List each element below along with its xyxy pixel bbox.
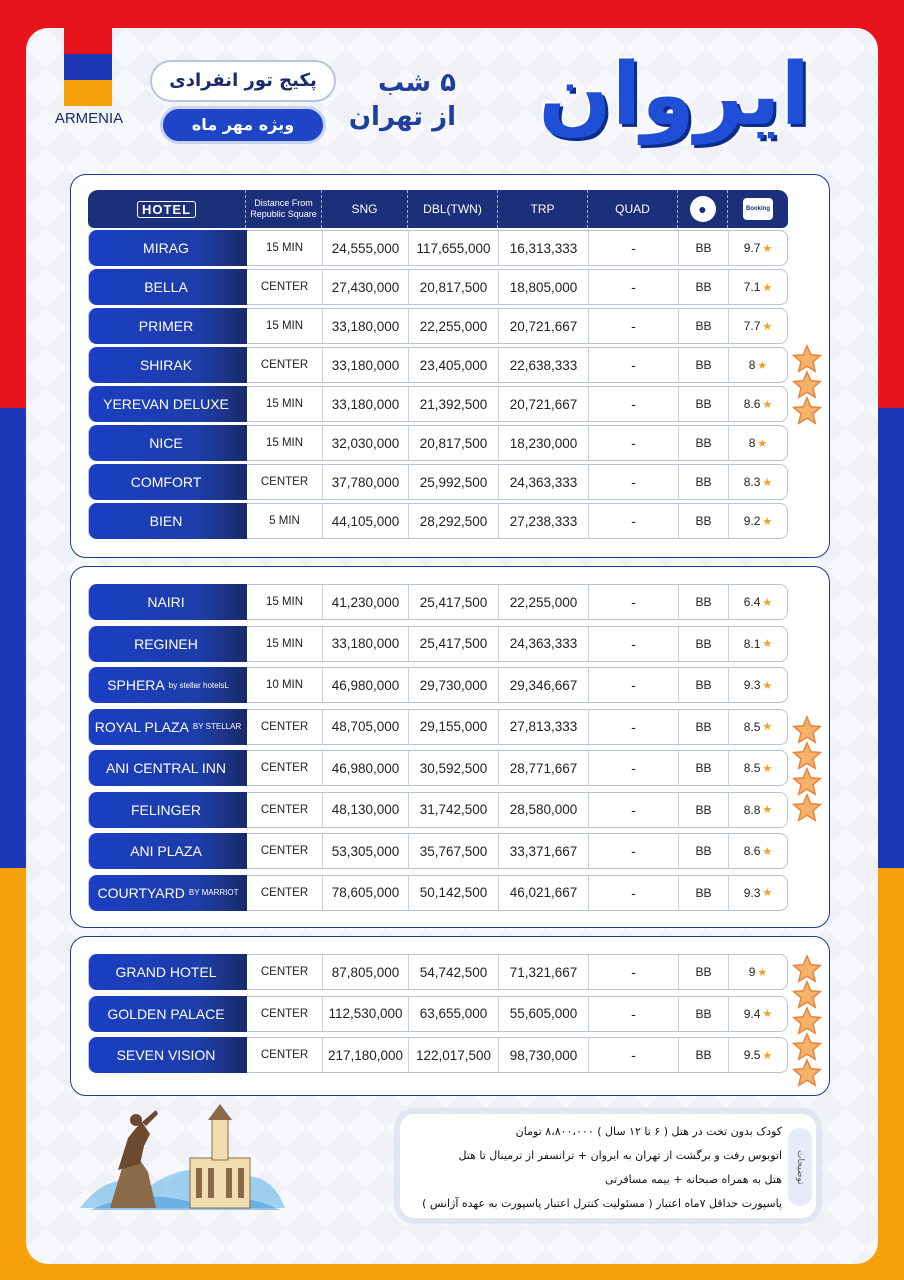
origin-city: از تهران bbox=[348, 102, 456, 132]
dbl-price-cell: 20,817,500 bbox=[409, 270, 499, 304]
header-hotel bbox=[88, 190, 246, 228]
rating-cell bbox=[729, 426, 787, 460]
trp-price-cell: 16,313,333 bbox=[499, 231, 589, 265]
hotel-name-cell bbox=[89, 833, 247, 869]
table-row bbox=[88, 269, 788, 305]
hotel-logo-icon: HOTEL bbox=[137, 201, 196, 218]
class-star-icon bbox=[792, 793, 822, 823]
trp-price-cell: 33,371,667 bbox=[499, 834, 589, 868]
rating-value: 9.3 bbox=[743, 885, 761, 900]
table-row bbox=[88, 308, 788, 344]
star-icon: ★ bbox=[757, 437, 768, 450]
header-sng: SNG bbox=[322, 190, 408, 228]
sng-price-cell: 46,980,000 bbox=[323, 751, 409, 785]
quad-price-cell: - bbox=[589, 751, 679, 785]
note-item: هتل به همراه صبحانه + بیمه مسافرتی bbox=[605, 1173, 782, 1186]
distance-cell: 5 MIN bbox=[247, 504, 323, 538]
hotel-name-cell bbox=[89, 386, 247, 422]
table-row bbox=[88, 709, 788, 745]
meal-plan-cell: BB bbox=[679, 585, 729, 619]
hotel-name-cell bbox=[89, 875, 247, 911]
hotel-name-cell bbox=[89, 269, 247, 305]
dbl-price-cell: 25,992,500 bbox=[409, 465, 499, 499]
quad-price-cell: - bbox=[589, 426, 679, 460]
rating-cell bbox=[729, 955, 787, 989]
trp-price-cell: 22,638,333 bbox=[499, 348, 589, 382]
sng-price-cell: 53,305,000 bbox=[323, 834, 409, 868]
header-distance: Distance From Republic Square bbox=[246, 190, 322, 228]
meal-plan-cell: BB bbox=[679, 627, 729, 661]
star-icon: ★ bbox=[762, 281, 773, 294]
dbl-price-cell: 28,292,500 bbox=[409, 504, 499, 538]
hotel-name: SHIRAK bbox=[139, 357, 193, 373]
page-title: ایروان bbox=[538, 45, 810, 145]
table-header bbox=[88, 190, 788, 228]
hotel-name-cell bbox=[89, 1037, 247, 1073]
sng-price-cell: 37,780,000 bbox=[323, 465, 409, 499]
star-icon: ★ bbox=[762, 679, 773, 692]
dbl-price-cell: 25,417,500 bbox=[409, 585, 499, 619]
distance-cell: CENTER bbox=[247, 793, 323, 827]
meal-plan-cell: BB bbox=[679, 793, 729, 827]
table-row bbox=[88, 584, 788, 620]
rating-value: 9.2 bbox=[743, 514, 761, 528]
quad-price-cell: - bbox=[589, 876, 679, 910]
star-icon: ★ bbox=[762, 242, 773, 255]
hotel-name: COURTYARD bbox=[97, 884, 185, 901]
trp-price-cell: 18,805,000 bbox=[499, 270, 589, 304]
hotel-name-cell bbox=[89, 626, 247, 662]
dbl-price-cell: 122,017,500 bbox=[409, 1038, 499, 1072]
rating-cell bbox=[729, 710, 787, 744]
hotel-name-cell bbox=[89, 954, 247, 990]
quad-price-cell: - bbox=[589, 231, 679, 265]
rating-cell bbox=[729, 387, 787, 421]
table-row bbox=[88, 425, 788, 461]
dbl-price-cell: 31,742,500 bbox=[409, 793, 499, 827]
star-icon: ★ bbox=[762, 476, 773, 489]
hotel-brand: BY MARRIOT bbox=[188, 888, 239, 897]
booking-logo-icon: Booking bbox=[743, 198, 773, 220]
notes-box bbox=[400, 1114, 816, 1218]
hotel-name-cell bbox=[89, 750, 247, 786]
quad-price-cell: - bbox=[589, 348, 679, 382]
table-row bbox=[88, 875, 788, 911]
meal-plan-cell: BB bbox=[679, 751, 729, 785]
quad-price-cell: - bbox=[589, 465, 679, 499]
rating-value: 8.3 bbox=[743, 475, 761, 489]
rating-cell bbox=[729, 585, 787, 619]
hotel-name-cell bbox=[89, 503, 247, 539]
rating-value: 9 bbox=[748, 965, 756, 979]
trp-price-cell: 28,580,000 bbox=[499, 793, 589, 827]
table-row bbox=[88, 230, 788, 266]
quad-price-cell: - bbox=[589, 309, 679, 343]
distance-cell: 15 MIN bbox=[247, 387, 323, 421]
country-label: ARMENIA bbox=[54, 110, 124, 127]
trp-price-cell: 20,721,667 bbox=[499, 387, 589, 421]
distance-cell: 15 MIN bbox=[247, 627, 323, 661]
distance-cell: 15 MIN bbox=[247, 426, 323, 460]
dbl-price-cell: 29,155,000 bbox=[409, 710, 499, 744]
hotel-name: COMFORT bbox=[130, 474, 202, 490]
quad-price-cell: - bbox=[589, 585, 679, 619]
sng-price-cell: 48,130,000 bbox=[323, 793, 409, 827]
nights-count: ۵ شب bbox=[377, 68, 456, 98]
trp-price-cell: 29,346,667 bbox=[499, 668, 589, 702]
header-trp: TRP bbox=[498, 190, 588, 228]
dbl-price-cell: 20,817,500 bbox=[409, 426, 499, 460]
meal-plan-cell: BB bbox=[679, 348, 729, 382]
yerevan-landmark-illustration bbox=[70, 1098, 290, 1218]
rating-value: 8 bbox=[748, 436, 756, 450]
hotel-brand: by stellar hotelsL bbox=[168, 680, 229, 690]
table-row bbox=[88, 954, 788, 990]
hotel-name: ANI PLAZA bbox=[130, 843, 202, 859]
distance-cell: CENTER bbox=[247, 348, 323, 382]
hotel-name: FELINGER bbox=[130, 801, 201, 818]
hotel-name-cell bbox=[89, 230, 247, 266]
nights-label bbox=[336, 66, 456, 134]
quad-price-cell: - bbox=[589, 668, 679, 702]
hotel-class-stars bbox=[792, 344, 822, 422]
distance-cell: CENTER bbox=[247, 710, 323, 744]
table-row bbox=[88, 750, 788, 786]
rating-cell bbox=[729, 231, 787, 265]
sng-price-cell: 33,180,000 bbox=[323, 309, 409, 343]
sng-price-cell: 78,605,000 bbox=[323, 876, 409, 910]
distance-cell: CENTER bbox=[247, 876, 323, 910]
sng-price-cell: 44,105,000 bbox=[323, 504, 409, 538]
star-icon: ★ bbox=[762, 762, 773, 775]
rating-value: 8.6 bbox=[743, 397, 761, 411]
trp-price-cell: 71,321,667 bbox=[499, 955, 589, 989]
dbl-price-cell: 25,417,500 bbox=[409, 627, 499, 661]
package-badge bbox=[150, 60, 336, 152]
hotel-name-cell bbox=[89, 308, 247, 344]
quad-price-cell: - bbox=[589, 793, 679, 827]
quad-price-cell: - bbox=[589, 710, 679, 744]
header-booking bbox=[728, 190, 788, 228]
rating-cell bbox=[729, 504, 787, 538]
class-star-icon bbox=[792, 1058, 822, 1088]
rating-cell bbox=[729, 309, 787, 343]
quad-price-cell: - bbox=[589, 997, 679, 1031]
dbl-price-cell: 30,592,500 bbox=[409, 751, 499, 785]
rating-value: 9.7 bbox=[743, 241, 761, 255]
star-icon: ★ bbox=[762, 515, 773, 528]
rating-value: 8.5 bbox=[743, 719, 761, 734]
star-icon: ★ bbox=[762, 887, 773, 899]
distance-cell: CENTER bbox=[247, 751, 323, 785]
sng-price-cell: 33,180,000 bbox=[323, 627, 409, 661]
quad-price-cell: - bbox=[589, 504, 679, 538]
distance-cell: 15 MIN bbox=[247, 309, 323, 343]
notes-list bbox=[412, 1120, 782, 1216]
distance-cell: CENTER bbox=[247, 1038, 323, 1072]
sng-price-cell: 32,030,000 bbox=[323, 426, 409, 460]
hotel-name: YEREVAN DELUXE bbox=[103, 396, 229, 412]
quad-price-cell: - bbox=[589, 270, 679, 304]
rating-cell bbox=[729, 834, 787, 868]
hotel-name-cell bbox=[89, 347, 247, 383]
rating-cell bbox=[729, 668, 787, 702]
table-row bbox=[88, 626, 788, 662]
table-row bbox=[88, 792, 788, 828]
note-item: پاسپورت حداقل ۷ماه اعتبار ( مسئولیت کنترل اعتبار پاسپورت به عهده آژانس ) bbox=[422, 1197, 782, 1210]
note-item: کودک بدون تخت در هتل ( ۶ تا ۱۲ سال ) ۸،۸۰۰،۰۰۰ تومان bbox=[515, 1125, 782, 1138]
hotel-name-cell bbox=[89, 425, 247, 461]
rating-value: 8 bbox=[748, 358, 756, 372]
header-meal bbox=[678, 190, 728, 228]
quad-price-cell: - bbox=[589, 955, 679, 989]
rating-cell bbox=[729, 1038, 787, 1072]
hotel-class-stars bbox=[792, 715, 822, 819]
trp-price-cell: 20,721,667 bbox=[499, 309, 589, 343]
rating-value: 8.6 bbox=[743, 844, 761, 858]
dbl-price-cell: 117,655,000 bbox=[409, 231, 499, 265]
star-icon: ★ bbox=[762, 398, 773, 411]
hotel-name: ROYAL PLAZA bbox=[94, 718, 189, 735]
hotel-name-cell bbox=[89, 792, 247, 828]
sng-price-cell: 46,980,000 bbox=[323, 668, 409, 702]
hotel-brand: BY STELLAR bbox=[192, 722, 242, 731]
hotel-name: NICE bbox=[149, 435, 183, 451]
meal-plan-cell: BB bbox=[679, 504, 729, 538]
trp-price-cell: 24,363,333 bbox=[499, 627, 589, 661]
table-row bbox=[88, 833, 788, 869]
dbl-price-cell: 29,730,000 bbox=[409, 668, 499, 702]
trp-price-cell: 28,771,667 bbox=[499, 751, 589, 785]
sng-price-cell: 87,805,000 bbox=[323, 955, 409, 989]
hotel-name: BELLA bbox=[144, 279, 188, 295]
rating-value: 7.1 bbox=[743, 280, 761, 294]
hotel-name-cell bbox=[89, 667, 247, 703]
meal-plan-cell: BB bbox=[679, 876, 729, 910]
hotel-name-cell bbox=[89, 464, 247, 500]
hotel-name: GRAND HOTEL bbox=[115, 964, 217, 980]
package-type-label: پکیج تور انفرادی bbox=[150, 60, 336, 102]
class-star-icon bbox=[792, 396, 822, 426]
rating-cell bbox=[729, 793, 787, 827]
rating-cell bbox=[729, 465, 787, 499]
star-icon: ★ bbox=[762, 721, 773, 733]
hotel-name-cell bbox=[89, 584, 247, 620]
hotel-name-cell bbox=[89, 709, 247, 745]
hotel-name: SPHERA bbox=[107, 677, 165, 693]
dbl-price-cell: 21,392,500 bbox=[409, 387, 499, 421]
table-row bbox=[88, 667, 788, 703]
trp-price-cell: 27,238,333 bbox=[499, 504, 589, 538]
sng-price-cell: 33,180,000 bbox=[323, 348, 409, 382]
meal-plan-cell: BB bbox=[679, 426, 729, 460]
hotel-name: ANI CENTRAL INN bbox=[105, 760, 227, 776]
star-icon: ★ bbox=[762, 320, 773, 333]
table-row bbox=[88, 347, 788, 383]
rating-value: 9.4 bbox=[743, 1006, 761, 1021]
meal-plan-cell: BB bbox=[679, 387, 729, 421]
quad-price-cell: - bbox=[589, 627, 679, 661]
restaurant-icon: ● bbox=[690, 196, 716, 222]
meal-plan-cell: BB bbox=[679, 1038, 729, 1072]
dbl-price-cell: 54,742,500 bbox=[409, 955, 499, 989]
rating-value: 6.4 bbox=[743, 595, 761, 609]
rating-value: 9.3 bbox=[743, 678, 761, 692]
star-icon: ★ bbox=[762, 596, 773, 609]
rating-cell bbox=[729, 997, 787, 1031]
dbl-price-cell: 23,405,000 bbox=[409, 348, 499, 382]
rating-cell bbox=[729, 876, 787, 910]
meal-plan-cell: BB bbox=[679, 465, 729, 499]
table-row bbox=[88, 996, 788, 1032]
hotel-name: SEVEN VISION bbox=[116, 1047, 216, 1063]
table-row bbox=[88, 503, 788, 539]
meal-plan-cell: BB bbox=[679, 668, 729, 702]
armenia-flag-icon bbox=[64, 28, 112, 106]
notes-tag: توضیحات bbox=[788, 1128, 812, 1206]
rating-cell bbox=[729, 627, 787, 661]
header-quad: QUAD bbox=[588, 190, 678, 228]
hotel-name: MIRAG bbox=[143, 240, 189, 256]
distance-cell: 15 MIN bbox=[247, 585, 323, 619]
star-icon: ★ bbox=[757, 966, 768, 979]
hotel-name: PRIMER bbox=[138, 318, 194, 334]
quad-price-cell: - bbox=[589, 387, 679, 421]
star-icon: ★ bbox=[762, 845, 773, 858]
meal-plan-cell: BB bbox=[679, 309, 729, 343]
rating-value: 8.8 bbox=[743, 802, 761, 817]
sng-price-cell: 48,705,000 bbox=[323, 710, 409, 744]
dbl-price-cell: 22,255,000 bbox=[409, 309, 499, 343]
distance-cell: CENTER bbox=[247, 270, 323, 304]
dbl-price-cell: 35,767,500 bbox=[409, 834, 499, 868]
meal-plan-cell: BB bbox=[679, 270, 729, 304]
rating-cell bbox=[729, 751, 787, 785]
sng-price-cell: 33,180,000 bbox=[323, 387, 409, 421]
table-row bbox=[88, 1037, 788, 1073]
dbl-price-cell: 50,142,500 bbox=[409, 876, 499, 910]
table-row bbox=[88, 464, 788, 500]
meal-plan-cell: BB bbox=[679, 231, 729, 265]
trp-price-cell: 55,605,000 bbox=[499, 997, 589, 1031]
hotel-name: REGINEH bbox=[134, 635, 198, 652]
trp-price-cell: 24,363,333 bbox=[499, 465, 589, 499]
distance-cell: CENTER bbox=[247, 834, 323, 868]
note-item: اتوبوس رفت و برگشت از تهران به ایروان + ترانسفر از ترمینال تا هتل bbox=[458, 1149, 782, 1162]
trp-price-cell: 98,730,000 bbox=[499, 1038, 589, 1072]
sng-price-cell: 24,555,000 bbox=[323, 231, 409, 265]
star-icon: ★ bbox=[762, 1008, 773, 1020]
sng-price-cell: 112,530,000 bbox=[323, 997, 409, 1031]
hotel-name: GOLDEN PALACE bbox=[107, 1005, 225, 1022]
rating-cell bbox=[729, 348, 787, 382]
quad-price-cell: - bbox=[589, 1038, 679, 1072]
star-icon: ★ bbox=[762, 1049, 773, 1062]
sng-price-cell: 27,430,000 bbox=[323, 270, 409, 304]
meal-plan-cell: BB bbox=[679, 834, 729, 868]
star-icon: ★ bbox=[762, 804, 773, 816]
hotel-name: BIEN bbox=[149, 513, 183, 529]
sng-price-cell: 41,230,000 bbox=[323, 585, 409, 619]
hotel-name-cell bbox=[89, 996, 247, 1032]
meal-plan-cell: BB bbox=[679, 955, 729, 989]
distance-cell: 10 MIN bbox=[247, 668, 323, 702]
sng-price-cell: 217,180,000 bbox=[323, 1038, 409, 1072]
distance-cell: CENTER bbox=[247, 955, 323, 989]
hotel-class-stars bbox=[792, 954, 822, 1084]
rating-value: 8.5 bbox=[743, 761, 761, 775]
trp-price-cell: 18,230,000 bbox=[499, 426, 589, 460]
quad-price-cell: - bbox=[589, 834, 679, 868]
star-icon: ★ bbox=[757, 359, 768, 372]
rating-value: 7.7 bbox=[743, 319, 761, 333]
header-dbl: DBL(TWN) bbox=[408, 190, 498, 228]
rating-value: 9.5 bbox=[743, 1048, 761, 1062]
meal-plan-cell: BB bbox=[679, 997, 729, 1031]
distance-cell: CENTER bbox=[247, 997, 323, 1031]
meal-plan-cell: BB bbox=[679, 710, 729, 744]
dbl-price-cell: 63,655,000 bbox=[409, 997, 499, 1031]
offer-label: ویژه مهر ماه bbox=[160, 106, 326, 144]
table-row bbox=[88, 386, 788, 422]
trp-price-cell: 22,255,000 bbox=[499, 585, 589, 619]
rating-value: 8.1 bbox=[743, 636, 761, 651]
distance-cell: 15 MIN bbox=[247, 231, 323, 265]
star-icon: ★ bbox=[762, 638, 773, 650]
distance-cell: CENTER bbox=[247, 465, 323, 499]
four-star-panel bbox=[70, 566, 830, 928]
rating-cell bbox=[729, 270, 787, 304]
trp-price-cell: 27,813,333 bbox=[499, 710, 589, 744]
hotel-name: NAIRI bbox=[147, 594, 185, 610]
trp-price-cell: 46,021,667 bbox=[499, 876, 589, 910]
